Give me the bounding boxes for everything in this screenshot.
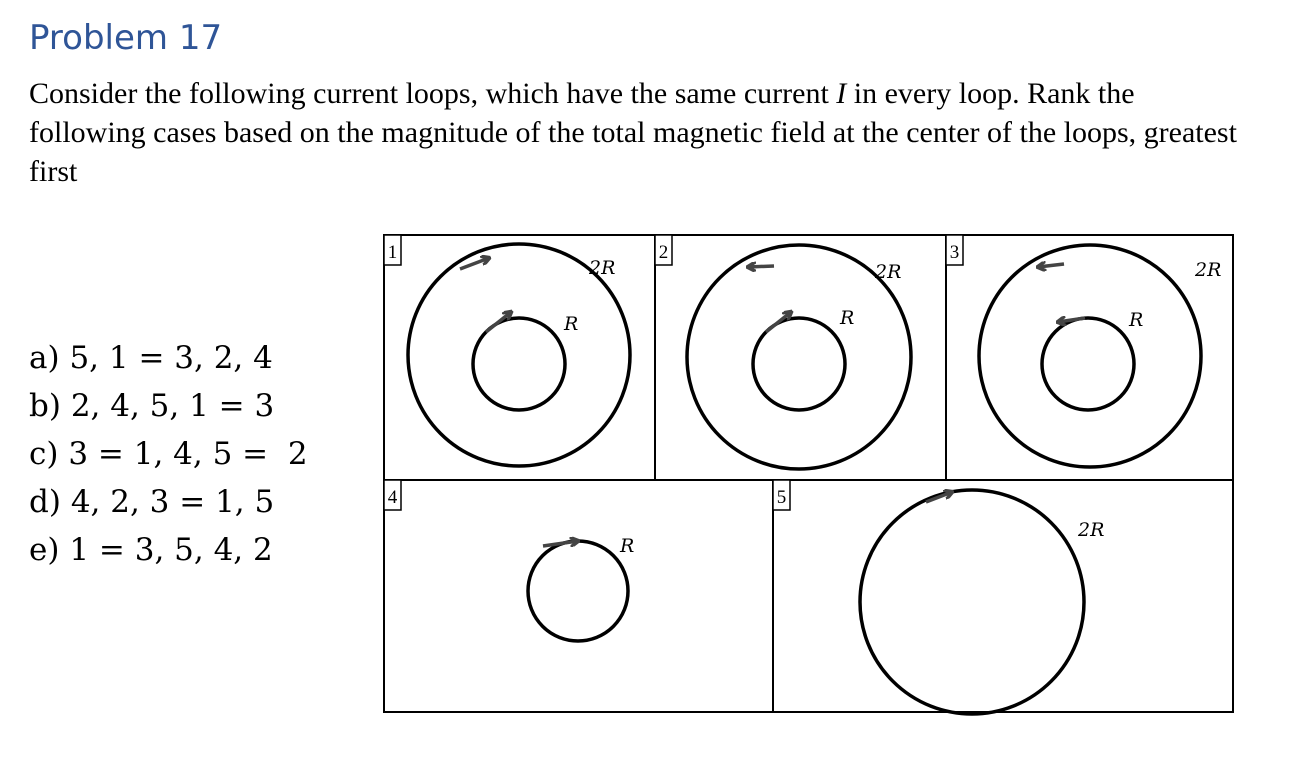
choice-b[interactable] (29, 382, 308, 430)
current-loops-figure (380, 230, 1240, 720)
choice-d[interactable] (29, 478, 308, 526)
current-arrow-icon (543, 541, 578, 546)
current-arrow-icon (1058, 318, 1085, 322)
radius-label: 2R (1078, 519, 1105, 541)
choice-letter: e) (29, 532, 60, 568)
choice-answer: 4, 2, 3 = 1, 5 (70, 484, 275, 520)
problem-text-start: Consider the following current loops, which have the same current (29, 77, 837, 110)
figure-frame (384, 235, 1233, 712)
outer-radius-label: 2R (875, 261, 902, 283)
loop-panel-1 (384, 235, 630, 466)
current-arrow-icon (748, 266, 774, 267)
loop-panel-3 (946, 235, 1221, 467)
choice-letter: d) (29, 484, 61, 520)
choice-answer: 5, 1 = 3, 2, 4 (69, 340, 273, 376)
choice-letter: b) (29, 388, 61, 424)
inner-radius-label: R (1129, 309, 1144, 331)
problem-text-end: in every loop. Rank the following cases based on the magnitude of the total magnetic field at the center of the loops, greatest first (29, 77, 1237, 188)
current-arrow-icon (1038, 264, 1064, 267)
panel-number: 5 (776, 487, 787, 508)
loop-panel-2 (655, 235, 911, 469)
problem-title: Problem 17 (29, 18, 223, 58)
radius-label: R (620, 535, 635, 557)
answer-choices (29, 334, 308, 574)
panel-number: 3 (949, 242, 960, 263)
choice-letter: a) (29, 340, 60, 376)
inner-loop (1042, 318, 1134, 410)
choice-answer: 3 = 1, 4, 5 = 2 (68, 436, 308, 472)
panel-number: 4 (387, 487, 398, 508)
outer-loop (979, 245, 1201, 467)
loop (528, 541, 628, 641)
panel-number: 1 (387, 242, 398, 263)
outer-radius-label: 2R (1195, 259, 1222, 281)
inner-radius-label: R (564, 313, 579, 335)
choice-a[interactable] (29, 334, 308, 382)
choice-answer: 1 = 3, 5, 4, 2 (69, 532, 273, 568)
loop-panel-4 (384, 480, 634, 641)
choice-letter: c) (29, 436, 59, 472)
choice-answer: 2, 4, 5, 1 = 3 (70, 388, 275, 424)
loop (860, 490, 1084, 714)
inner-radius-label: R (840, 307, 855, 329)
problem-statement (29, 74, 1249, 191)
choice-e[interactable] (29, 526, 308, 574)
choice-c[interactable] (29, 430, 308, 478)
outer-radius-label: 2R (589, 257, 616, 279)
current-arrow-icon (486, 312, 511, 332)
current-arrow-icon (766, 312, 791, 332)
panel-number: 2 (658, 242, 669, 263)
loop-panel-5 (773, 480, 1104, 714)
current-symbol: I (836, 77, 847, 110)
